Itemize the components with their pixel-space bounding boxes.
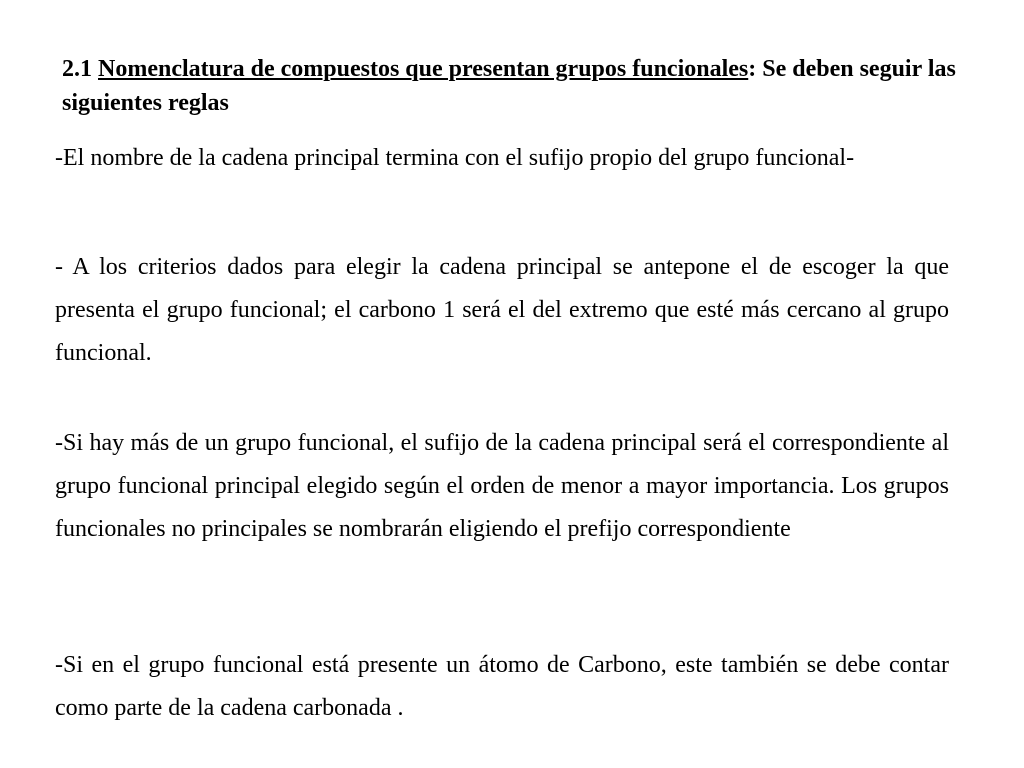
heading-title: Nomenclatura de compuestos que presentan grupos funcionales — [98, 56, 749, 82]
rule-paragraph-2: - A los criterios dados para elegir la cadena principal se antepone el de escoger la que presenta el grupo funcional; el carbono 1 será el del extremo que esté más cercano al grupo funcional. — [55, 254, 949, 366]
heading-rest: : Se deben seguir las siguientes reglas — [62, 56, 956, 116]
rule-paragraph-4: -Si en el grupo funcional está presente un átomo de Carbono, este también se debe contar como parte de la cadena carbonada . — [55, 652, 949, 721]
heading-number: 2.1 — [62, 56, 98, 82]
rule-paragraph-3: -Si hay más de un grupo funcional, el sufijo de la cadena principal será el correspondiente al grupo funcional principal elegido según el orden de menor a mayor importancia. Los grupos funcionales no principales se nombrarán eligiendo el prefijo correspondiente — [55, 430, 949, 542]
slide-heading — [62, 52, 1012, 120]
rule-paragraph-1: -El nombre de la cadena principal termina con el sufijo propio del grupo funcional- — [55, 145, 855, 171]
